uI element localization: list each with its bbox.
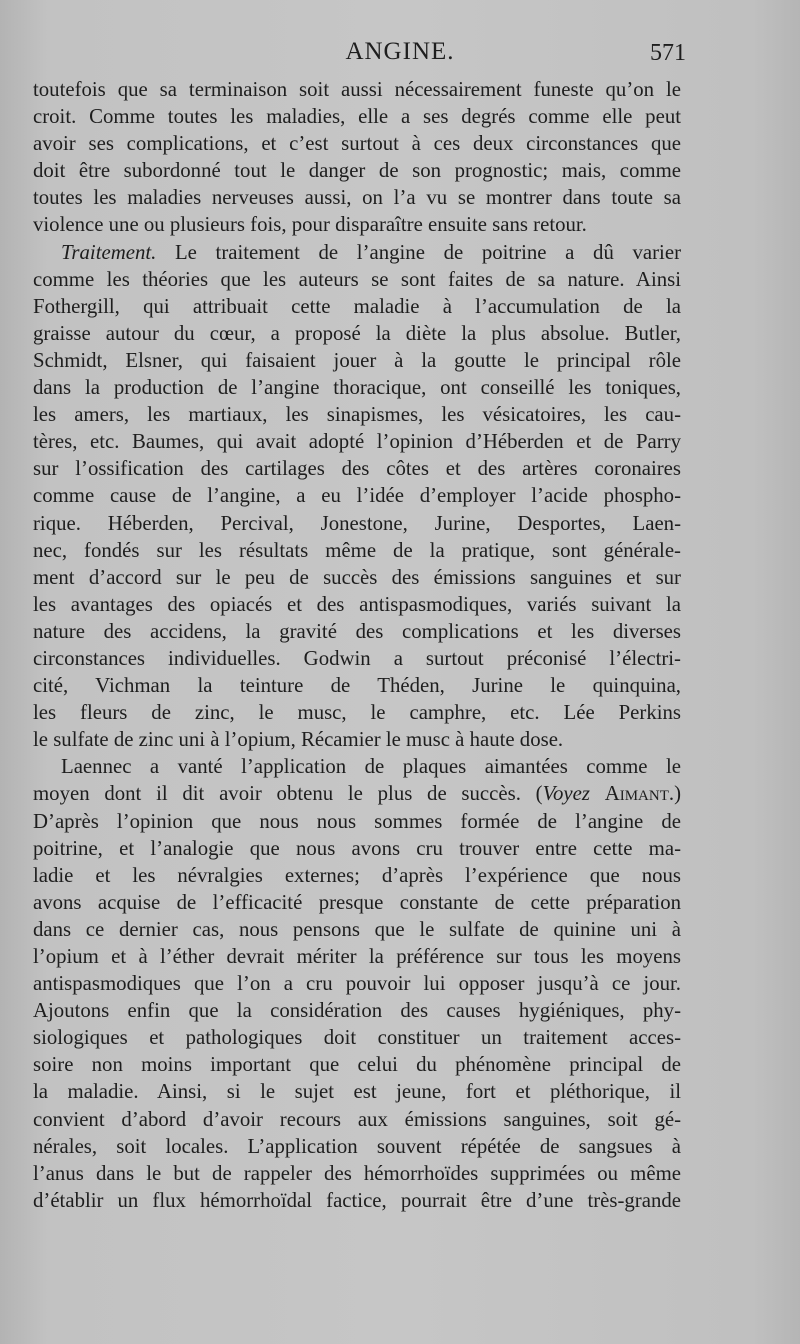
page-header [0, 34, 800, 70]
text-line: sur l’ossification des cartilages des côtes et des artères coronaires [33, 457, 681, 481]
text-line: ladie et les névralgies externes; d’après l’expérience que nous [33, 863, 681, 887]
text-line: Fothergill, qui attribuait cette maladie à l’accumulation de la [33, 294, 681, 318]
text-line: circonstances individuelles. Godwin a surtout préconisé l’électri- [33, 646, 681, 670]
text-line: siologiques et pathologiques doit constituer un traitement acces- [33, 1026, 681, 1050]
text-line: D’après l’opinion que nous nous sommes formée de l’angine de [33, 809, 681, 833]
text-line: la maladie. Ainsi, si le sujet est jeune, fort et pléthorique, il [33, 1080, 681, 1104]
text-line: d’établir un flux hémorrhoïdal factice, pourrait être d’une très-grande [33, 1188, 681, 1212]
text-line [33, 239, 681, 266]
text-line: doit être subordonné tout le danger de son prognostic; mais, comme [33, 159, 681, 183]
text-fragment: Le traitement de l’angine de poitrine a dû varier [156, 240, 681, 264]
text-line: nature des accidens, la gravité des complications et les diverses [33, 619, 681, 643]
page-number: 571 [650, 40, 686, 66]
section-lead: Traitement. [61, 240, 157, 264]
text-line: Laennec a vanté l’application de plaques aimantées comme le [61, 755, 681, 779]
text-line: violence une ou plusieurs fois, pour disparaître ensuite sans retour. [33, 213, 587, 237]
text-line: antispasmodiques que l’on a cru pouvoir lui opposer jusqu’à ce jour. [33, 972, 681, 996]
paragraph-treatment [33, 239, 681, 754]
text-line: soire non moins important que celui du phénomène principal de [33, 1053, 681, 1077]
text-line: nérales, soit locales. L’application souvent répétée de sangsues à [33, 1134, 681, 1158]
text-line: l’opium et à l’éther devrait mériter la préférence sur tous les moyens [33, 945, 681, 968]
text-line: nec, fondés sur les résultats même de la pratique, sont générale- [33, 538, 681, 562]
text-line: toutefois que sa terminaison soit aussi nécessairement funeste qu’on le [33, 78, 681, 101]
cross-reference-term: Aimant [604, 782, 669, 806]
text-line: avoir ses complications, et c’est surtout à ces deux circonstances que [33, 132, 681, 156]
text-line: les amers, les martiaux, les sinapismes, les vésicatoires, les cau- [33, 403, 681, 427]
text-fragment: .) [668, 782, 681, 806]
text-line: l’anus dans le but de rappeler des hémorrhoïdes supprimées ou même [33, 1161, 681, 1185]
text-line: les fleurs de zinc, le musc, le camphre, etc. Lée Perkins [33, 701, 681, 725]
page-body [33, 76, 681, 1214]
text-line: comme les théories que les auteurs se sont faites de sa nature. Ainsi [33, 267, 681, 291]
text-line: tères, etc. Baumes, qui avait adopté l’opinion d’Héberden et de Parry [33, 430, 681, 454]
text-line: poitrine, et l’analogie que nous avons cru trouver entre cette ma- [33, 836, 681, 860]
running-title: ANGINE. [345, 38, 455, 65]
cross-reference-voyez: Voyez [542, 782, 590, 806]
text-line: Ajoutons enfin que la considération des causes hygiéniques, phy- [33, 999, 681, 1023]
text-line: Schmidt, Elsner, qui faisaient jouer à la goutte le principal rôle [33, 348, 681, 372]
text-line: toutes les maladies nerveuses aussi, on l’a vu se montrer dans toute sa [33, 186, 681, 210]
text-line: rique. Héberden, Percival, Jonestone, Jurine, Desportes, Laen- [33, 511, 681, 535]
text-line: comme cause de l’angine, a eu l’idée d’employer l’acide phospho- [33, 484, 681, 508]
text-line [33, 780, 681, 807]
text-line: convient d’abord d’avoir recours aux émissions sanguines, soit gé- [33, 1107, 681, 1131]
paragraph-prognosis [33, 76, 681, 239]
paragraph-laennec [33, 753, 681, 1214]
text-line: croit. Comme toutes les maladies, elle a ses degrés comme elle peut [33, 105, 681, 129]
text-line: graisse autour du cœur, a proposé la diète la plus absolue. Butler, [33, 321, 681, 345]
text-line: avons acquise de l’efficacité presque constante de cette préparation [33, 890, 681, 914]
text-fragment: moyen dont il dit avoir obtenu le plus de succès. ( [33, 782, 543, 806]
text-line: dans la production de l’angine thoracique, ont conseillé les toniques, [33, 376, 681, 400]
text-line: dans ce dernier cas, nous pensons que le sulfate de quinine uni à [33, 917, 681, 941]
text-line: les avantages des opiacés et des antispasmodiques, variés suivant la [33, 592, 681, 616]
text-line: cité, Vichman la teinture de Théden, Jurine le quinquina, [33, 674, 681, 698]
text-line: ment d’accord sur le peu de succès des émissions sanguines et sur [33, 565, 681, 589]
text-line: le sulfate de zinc uni à l’opium, Récamier le musc à haute dose. [33, 728, 564, 752]
